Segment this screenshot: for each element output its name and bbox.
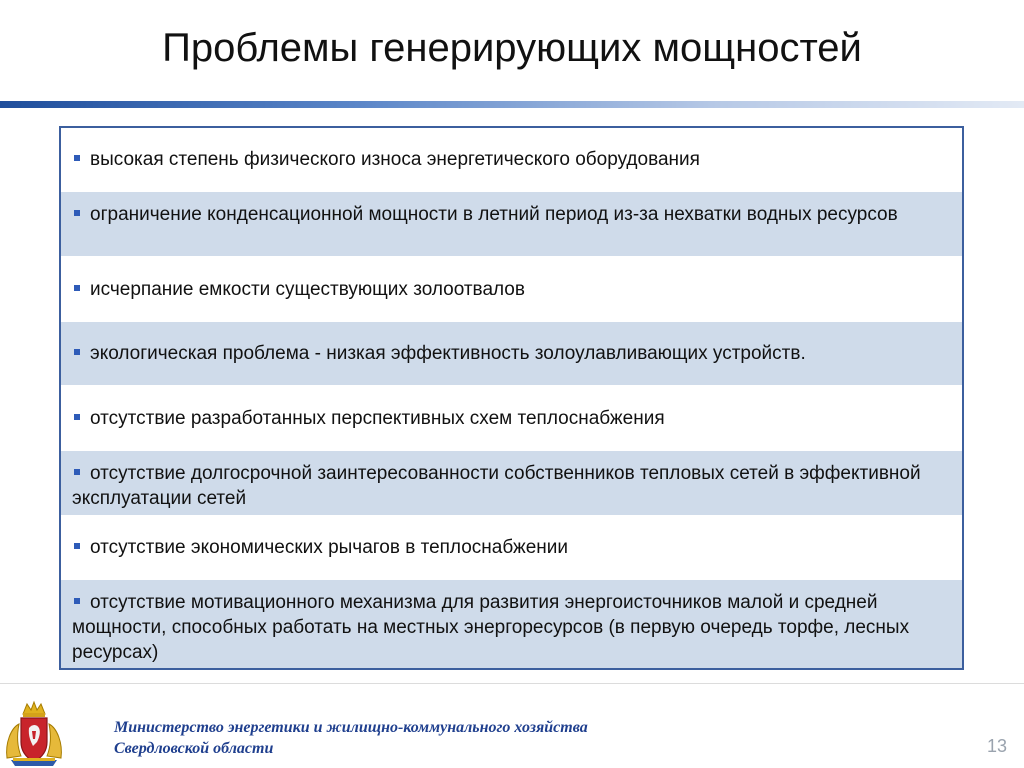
bullet-icon (74, 349, 80, 355)
bullet-icon (74, 469, 80, 475)
page-number: 13 (986, 736, 1007, 756)
table-row (61, 450, 962, 515)
ministry-name (114, 717, 588, 759)
row-text: отсутствие мотивационного механизма для развития энергоисточников малой и средней мощности, способных работать на местных энергоресурсов (в первую очередь торфе, лесных ресурсах) (72, 592, 910, 663)
row-text: исчерпание емкости существующих золоотвалов (90, 278, 525, 300)
ministry-line-1: Министерство энергетики и жилищно-коммунального хозяйства (114, 719, 588, 736)
table-row (61, 256, 962, 321)
row-text: отсутствие разработанных перспективных схем теплоснабжения (90, 407, 665, 429)
bullet-icon (74, 543, 80, 549)
table-row (61, 579, 962, 668)
slide-title: Проблемы генерирующих мощностей (162, 26, 862, 70)
problems-table (59, 126, 964, 670)
table-row (61, 515, 962, 579)
bullet-icon (74, 210, 80, 216)
row-text: отсутствие долгосрочной заинтересованности собственников тепловых сетей в эффективной эксплуатации сетей (72, 463, 921, 509)
row-text: отсутствие экономических рычагов в теплоснабжении (90, 537, 569, 558)
bullet-icon (74, 414, 80, 420)
table-row (61, 191, 962, 256)
row-text: экологическая проблема - низкая эффективность золоулавливающих устройств. (90, 343, 806, 364)
row-text: высокая степень физического износа энергетического оборудования (90, 149, 700, 170)
coat-of-arms-icon (3, 698, 65, 768)
title-underline-bar (0, 101, 1024, 108)
ministry-line-2: Свердловской области (114, 740, 274, 757)
table-row (61, 321, 962, 385)
footer-divider (0, 683, 1024, 684)
table-row (61, 128, 962, 191)
row-text: ограничение конденсационной мощности в летний период из-за нехватки водных ресурсов (90, 204, 898, 225)
table-row (61, 385, 962, 450)
bullet-icon (74, 155, 80, 161)
bullet-icon (74, 598, 80, 604)
bullet-icon (74, 285, 80, 291)
